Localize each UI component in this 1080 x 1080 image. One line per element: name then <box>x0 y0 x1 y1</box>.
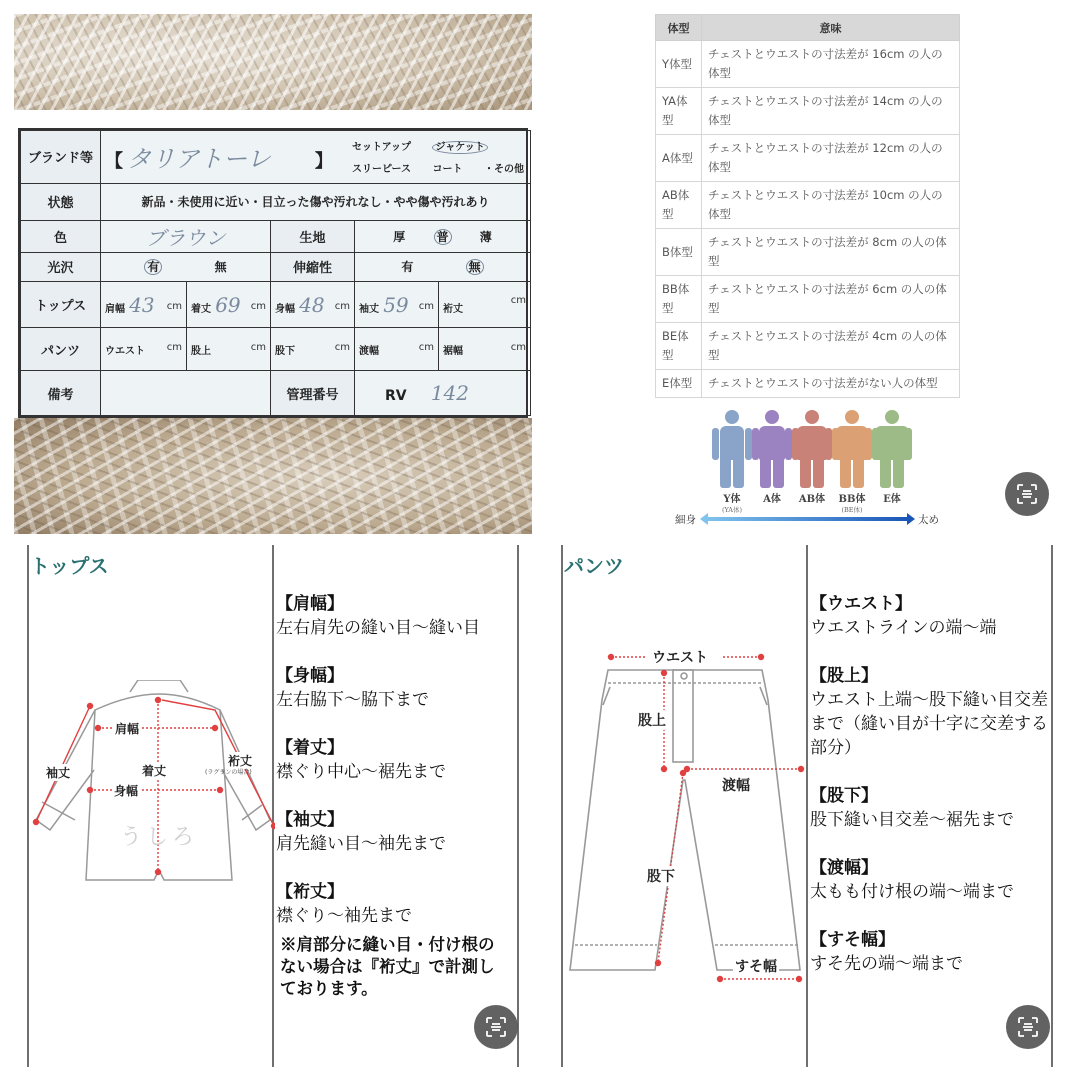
table-row: BE体型 チェストとウエストの寸法差が 4cm の人の体型 <box>656 323 960 370</box>
visual-search-icon <box>485 1016 507 1038</box>
category-option: スリーピース <box>351 164 412 175</box>
desc-item: 【すそ幅】 すそ先の端〜端まで <box>810 930 963 974</box>
table-row: BB体型 チェストとウエストの寸法差が 6cm の人の体型 <box>656 276 960 323</box>
pants-inseam-cell: 股下 cm <box>271 328 355 371</box>
desc-item: 【裄丈】 襟ぐり〜袖先まで <box>276 882 412 926</box>
stretch-label: 伸縮性 <box>271 253 355 282</box>
tops-chest-cell: 身幅 48 cm <box>271 281 355 328</box>
fabric-option: 薄 <box>479 229 492 244</box>
diagram-label-sleeve: 袖丈 <box>46 766 71 780</box>
gloss-option: 無 <box>214 260 227 275</box>
condition-options: 新品・未使用に近い・目立った傷や汚れなし・やや傷や汚れあり <box>101 183 531 220</box>
fabric-options <box>355 220 531 253</box>
category-options <box>352 137 524 181</box>
diagram-label-length: 着丈 <box>142 764 167 778</box>
measurement-note: ※肩部分に縫い目・付け根のない場合は『裄丈』で計測しております。 <box>280 935 495 998</box>
bracket-open: 【 <box>105 151 123 173</box>
gloss-options <box>101 253 271 282</box>
desc-item: 【渡幅】 太もも付け根の端〜端まで <box>810 858 1014 902</box>
brand-label: ブランド等 <box>21 131 101 184</box>
figure-ab: AB体 <box>792 410 832 490</box>
pants-waist-cell: ウエスト cm <box>101 328 187 371</box>
diagram-label-chest: 身幅 <box>114 784 139 798</box>
divider <box>27 545 29 1067</box>
desc-item: 【股下】 股下縫い目交差〜裾先まで <box>810 786 1014 830</box>
tops-shoulder-value: 43 <box>129 292 155 317</box>
visual-search-button[interactable] <box>474 1005 518 1049</box>
visual-search-button[interactable] <box>1006 1005 1050 1049</box>
stretch-option-selected: 無 <box>466 259 484 275</box>
fabric-option: 厚 <box>393 229 406 244</box>
figure-y: Y体 (YA体) <box>712 410 752 490</box>
diagram-label-waist: ウエスト <box>650 647 710 667</box>
pants-guide-title: パンツ <box>564 554 624 578</box>
figure-a: A体 <box>752 410 792 490</box>
diagram-label-rise: 股上 <box>636 710 668 730</box>
control-no-label: 管理番号 <box>271 371 355 416</box>
divider <box>806 545 808 1067</box>
tops-chest-value: 48 <box>299 292 325 317</box>
scale-label-wide: 太め <box>918 514 939 526</box>
color-value: ブラウン <box>145 225 226 250</box>
diagram-label-thigh: 渡幅 <box>720 775 752 795</box>
measurement-card <box>18 128 528 418</box>
tops-descriptions <box>276 592 516 1000</box>
stretch-options <box>355 253 531 282</box>
remarks-value <box>101 371 271 416</box>
gloss-option-selected: 有 <box>144 259 162 275</box>
desc-item: 【身幅】 左右脇下〜脇下まで <box>276 666 429 710</box>
measurement-card-photo <box>14 14 532 534</box>
table-row: A体型 チェストとウエストの寸法差が 12cm の人の体型 <box>656 135 960 182</box>
diagram-label-yuki-note: (ラグランの場合) <box>205 769 252 776</box>
brand-value: タリアトーレ <box>127 145 271 174</box>
pants-label: パンツ <box>21 328 101 371</box>
fabric-label: 生地 <box>271 220 355 253</box>
diagram-label-inseam: 股下 <box>645 866 677 886</box>
remarks-label: 備考 <box>21 371 101 416</box>
body-type-figures <box>712 410 922 530</box>
control-no-cell <box>355 371 531 416</box>
tops-label: トップス <box>21 281 101 328</box>
pants-descriptions <box>810 592 1050 976</box>
diagram-label-yuki: 裄丈 <box>228 754 253 768</box>
tops-yuki-cell: 裄丈 cm <box>439 281 531 328</box>
tops-length-cell: 着丈 69 cm <box>187 281 271 328</box>
desc-item: 【ウエスト】 ウエストラインの端〜端 <box>810 594 997 638</box>
divider <box>561 545 563 1067</box>
category-option-selected: ジャケット <box>432 141 487 154</box>
fur-texture-top <box>14 14 532 110</box>
pants-diagram <box>565 645 805 985</box>
table-row: B体型 チェストとウエストの寸法差が 8cm の人の体型 <box>656 229 960 276</box>
gloss-label: 光沢 <box>21 253 101 282</box>
brand-cell <box>101 131 531 184</box>
fur-texture-bottom <box>14 418 532 534</box>
tops-sleeve-cell: 袖丈 59 cm <box>355 281 439 328</box>
desc-item: 【股上】 ウエスト上端〜股下縫い目交差まで（縫い目が十字に交差する部分） <box>810 666 1048 758</box>
condition-label: 状態 <box>21 183 101 220</box>
table-row: E体型 チェストとウエストの寸法差がない人の体型 <box>656 370 960 398</box>
fabric-option-selected: 普 <box>434 229 452 245</box>
diagram-watermark-back: うしろ <box>120 825 199 850</box>
control-no-prefix: RV <box>385 388 407 405</box>
bracket-close: 】 <box>314 151 333 173</box>
scale-label-slim: 細身 <box>675 514 696 526</box>
tops-guide-title: トップス <box>30 554 109 578</box>
body-type-table <box>655 14 960 398</box>
visual-search-icon <box>1016 483 1038 505</box>
col-header-type: 体型 <box>656 15 702 41</box>
visual-search-icon <box>1017 1016 1039 1038</box>
pants-rise-cell: 股上 cm <box>187 328 271 371</box>
col-header-meaning: 意味 <box>702 15 960 41</box>
visual-search-button[interactable] <box>1005 472 1049 516</box>
divider <box>517 545 519 1067</box>
body-type-panel <box>655 14 960 398</box>
diagram-label-hem: すそ幅 <box>733 956 779 976</box>
category-option: ・その他 <box>484 164 525 175</box>
tops-length-value: 69 <box>215 292 241 317</box>
table-row: Y体型 チェストとウエストの寸法差が 16cm の人の体型 <box>656 41 960 88</box>
desc-item: 【肩幅】 左右肩先の縫い目〜縫い目 <box>276 594 480 638</box>
stretch-option: 有 <box>401 260 414 275</box>
figure-e: E体 <box>872 410 912 490</box>
control-no-value: 142 <box>430 381 469 406</box>
pants-hem-cell: 裾幅 cm <box>439 328 531 371</box>
slim-to-wide-arrow-icon <box>700 515 915 523</box>
desc-item: 【袖丈】 肩先縫い目〜袖先まで <box>276 810 446 854</box>
category-option: セットアップ <box>351 142 411 153</box>
table-row: AB体型 チェストとウエストの寸法差が 10cm の人の体型 <box>656 182 960 229</box>
diagram-label-shoulder: 肩幅 <box>115 722 140 736</box>
jacket-diagram <box>30 680 275 895</box>
figure-bb: BB体 (BE体) <box>832 410 872 490</box>
tops-sleeve-value: 59 <box>383 292 409 317</box>
tops-shoulder-cell: 肩幅 43 cm <box>101 281 187 328</box>
color-label: 色 <box>21 220 101 253</box>
category-option: コート <box>432 164 463 175</box>
table-row: YA体型 チェストとウエストの寸法差が 14cm の人の体型 <box>656 88 960 135</box>
desc-item: 【着丈】 襟ぐり中心〜裾先まで <box>276 738 446 782</box>
pants-thigh-cell: 渡幅 cm <box>355 328 439 371</box>
divider <box>1051 545 1053 1067</box>
